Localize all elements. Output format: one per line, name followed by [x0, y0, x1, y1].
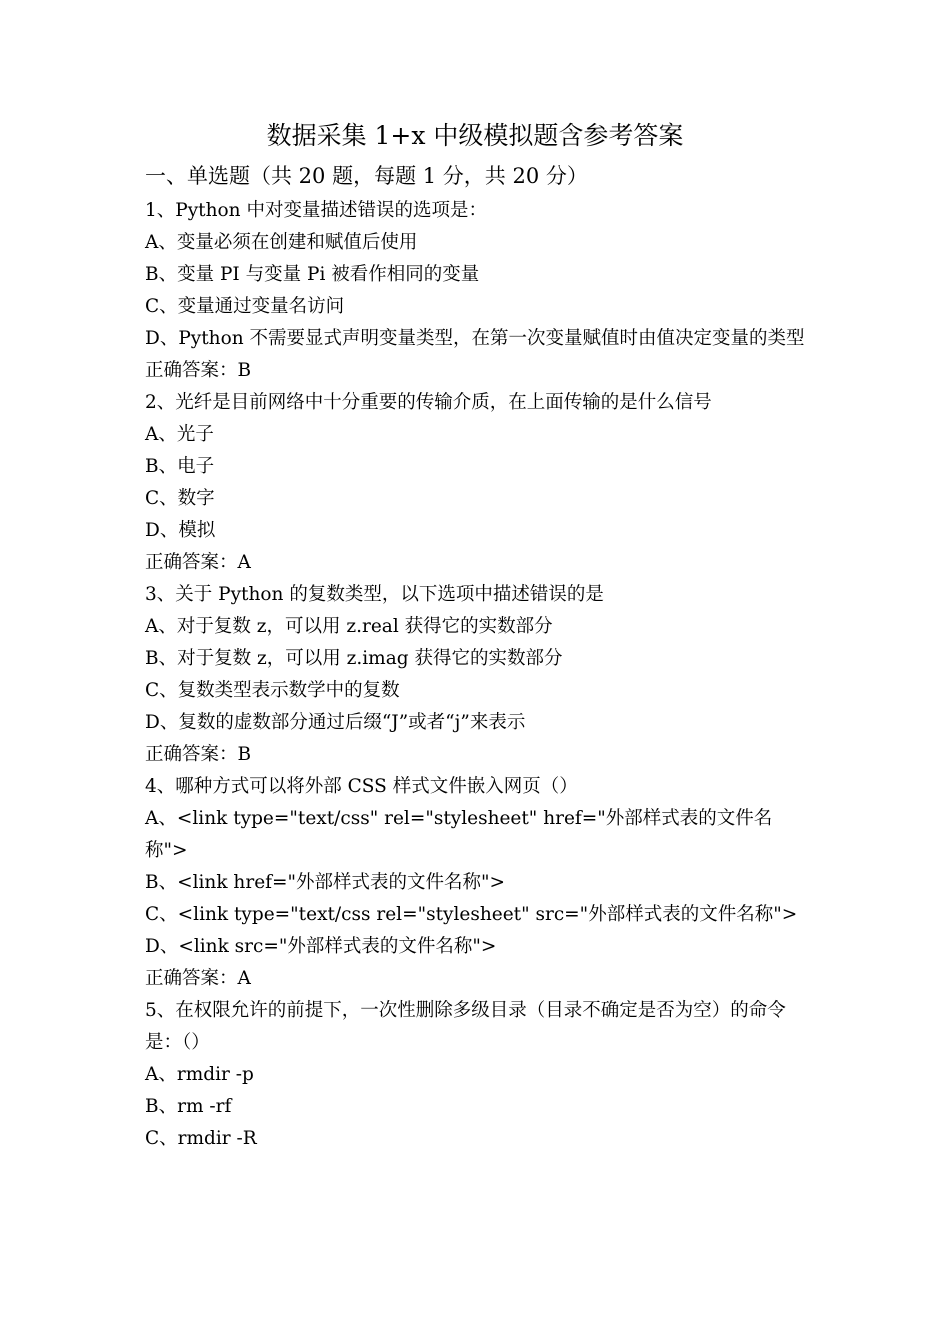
- question-5-option-b: B、rm -rf: [145, 1096, 232, 1117]
- question-5-option-a: A、rmdir -p: [145, 1064, 254, 1085]
- question-4-option-b: B、<link href="外部样式表的文件名称">: [145, 872, 506, 893]
- question-1-answer: 正确答案：B: [145, 360, 252, 381]
- question-4-stem: 4、哪种方式可以将外部 CSS 样式文件嵌入网页（）: [145, 776, 578, 797]
- question-1-option-b: B、变量 PI 与变量 Pi 被看作相同的变量: [145, 264, 480, 285]
- document-title: 数据采集 1+x 中级模拟题含参考答案: [266, 121, 684, 150]
- question-3-answer: 正确答案：B: [145, 744, 252, 765]
- question-3-option-d: D、复数的虚数部分通过后缀“J”或者“j”来表示: [145, 712, 526, 733]
- question-4-option-d: D、<link src="外部样式表的文件名称">: [145, 936, 497, 957]
- question-4-option-a: A、<link type="text/css" rel="stylesheet" href="外部样式表的文件名称">: [145, 808, 773, 861]
- question-2-option-c: C、数字: [145, 488, 215, 509]
- question-4-answer: 正确答案：A: [145, 968, 251, 989]
- question-4-option-c: C、<link type="text/css rel="stylesheet" src="外部样式表的文件名称">: [145, 904, 798, 925]
- question-2-option-a: A、光子: [145, 424, 214, 445]
- question-2-stem: 2、光纤是目前网络中十分重要的传输介质，在上面传输的是什么信号: [145, 392, 712, 413]
- question-5-stem: 5、在权限允许的前提下，一次性删除多级目录（目录不确定是否为空）的命令是：（）: [145, 1000, 786, 1053]
- question-3-option-a: A、对于复数 z，可以用 z.real 获得它的实数部分: [145, 616, 553, 637]
- question-3-stem: 3、关于 Python 的复数类型，以下选项中描述错误的是: [145, 584, 604, 605]
- question-1-option-a: A、变量必须在创建和赋值后使用: [145, 232, 418, 253]
- question-1-option-c: C、变量通过变量名访问: [145, 296, 345, 317]
- question-5-option-c: C、rmdir -R: [145, 1128, 257, 1149]
- question-1-option-d: D、Python 不需要显式声明变量类型，在第一次变量赋值时由值决定变量的类型: [145, 328, 805, 349]
- question-1-stem: 1、Python 中对变量描述错误的选项是：: [145, 200, 487, 221]
- section-heading: 一、单选题（共 20 题，每题 1 分，共 20 分）: [145, 164, 588, 188]
- question-list: [145, 195, 813, 1155]
- question-3-option-b: B、对于复数 z，可以用 z.imag 获得它的实数部分: [145, 648, 563, 669]
- question-2-option-b: B、电子: [145, 456, 215, 477]
- question-3-option-c: C、复数类型表示数学中的复数: [145, 680, 400, 701]
- question-2-option-d: D、模拟: [145, 520, 216, 541]
- question-2-answer: 正确答案：A: [145, 552, 251, 573]
